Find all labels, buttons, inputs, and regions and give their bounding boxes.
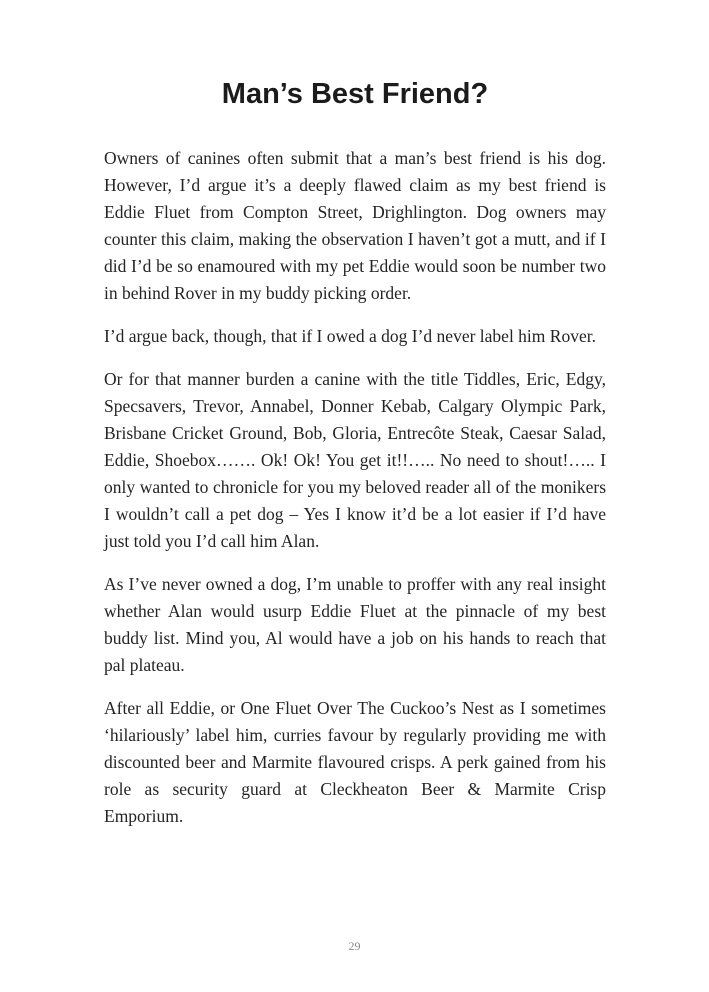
paragraph-4: As I’ve never owned a dog, I’m unable to proffer with any real insight whether Alan would usurp Eddie Fluet at the pinnacle of my best buddy list. Mind you, Al would have a job on his hands to reach that pal plateau.	[104, 574, 606, 675]
page-number: 29	[348, 939, 361, 953]
page-content	[104, 78, 606, 830]
paragraph-3: Or for that manner burden a canine with the title Tiddles, Eric, Edgy, Specsavers, Trevor, Annabel, Donner Kebab, Calgary Olympic Park, Brisbane Cricket Ground, Bob, Gloria, Entrecôte Steak, Caesar Salad, Eddie, Shoebox……. Ok! Ok! You get it!!….. No need to shout!….. I only wanted to chronicle for you my beloved reader all of the monikers I wouldn’t call a pet dog – Yes I know it’d be a lot easier if I’d have just told you I’d call him Alan.	[104, 369, 606, 551]
paragraph-2: I’d argue back, though, that if I owed a dog I’d never label him Rover.	[104, 326, 596, 346]
paragraph-1: Owners of canines often submit that a man’s best friend is his dog. However, I’d argue it’s a deeply flawed claim as my best friend is Eddie Fluet from Compton Street, Drighlington. Dog owners may counter this claim, making the observation I haven’t got a mutt, and if I did I’d be so enamoured with my pet Eddie would soon be number two in behind Rover in my buddy picking order.	[104, 148, 606, 303]
page-title: Man’s Best Friend?	[221, 78, 489, 110]
paragraph-5: After all Eddie, or One Fluet Over The Cuckoo’s Nest as I sometimes ‘hilariously’ label him, curries favour by regularly providing me with discounted beer and Marmite flavoured crisps. A perk gained from his role as security guard at Cleckheaton Beer & Marmite Crisp Emporium.	[104, 698, 606, 826]
